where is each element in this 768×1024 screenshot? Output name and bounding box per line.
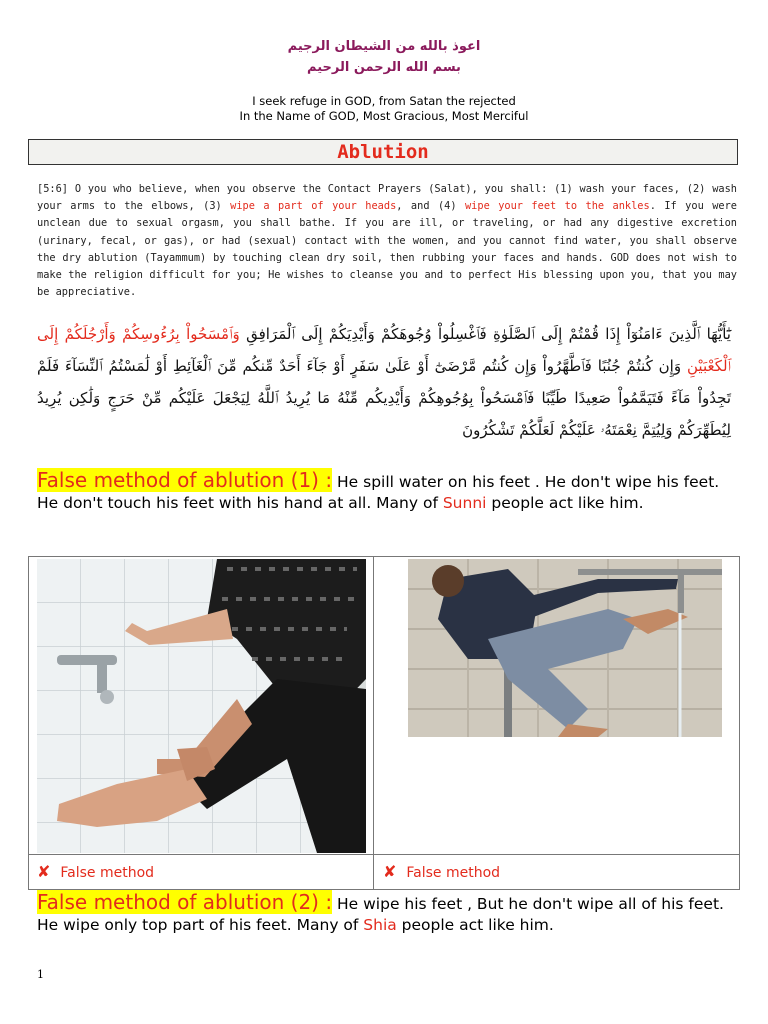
caption-right: [383, 862, 500, 881]
section-1-text-1: He spill water on his feet . He don't wipe his feet. He don't touch his feet with his hand at all. Many of: [37, 473, 720, 512]
arabic-header-line-1: اعوذ بالله من الشيطان الرجيم: [287, 39, 481, 54]
arabic-verse: [37, 318, 731, 446]
cross-mark-icon: ✘: [37, 862, 51, 881]
english-header: [0, 94, 768, 124]
photo-man-washing-feet-at-tap: [408, 559, 722, 737]
page-title: Ablution: [337, 141, 429, 163]
verse-text-2: , and (4): [396, 200, 465, 213]
section-1-text-2: people act like him.: [486, 494, 644, 512]
table-divider-horizontal: [29, 854, 739, 855]
caption-left: [37, 862, 154, 881]
title-box: [28, 139, 738, 165]
arabic-verse-text-2: وَإِن كُنتُمْ جُنُبًا فَٱطَّهَّرُواْ وَإِن كُنتُم مَّرْضَىٰٓ أَوْ عَلَىٰ سَفَرٍ أَوْ جَآءَ أَحَدٌ مِّنكُم مِّنَ ٱلْغَآئِطِ أَوْ لَٰمَسْتُمُ ٱلنِّسَآءَ فَلَمْ تَجِدُواْ مَآءً فَتَيَمَّمُواْ صَعِيدًا طَيِّبًا فَٱمْسَحُواْ بِوُجُوهِكُمْ وَأَيْدِيكُم مِّنْهُ مَا يُرِيدُ ٱللَّهُ لِيَجْعَلَ عَلَيْكُم مِّنْ حَرَجٍ وَلَٰكِن يُرِيدُ لِيُطَهِّرَكُمْ وَلِيُتِمَّ نِعْمَتَهُۥ عَلَيْكُمْ لَعَلَّكُمْ تَشْكُرُونَ: [37, 357, 731, 439]
section-2-text-2: people act like him.: [396, 916, 554, 934]
section-1-highlight: Sunni: [442, 494, 487, 512]
photo-table: [28, 556, 740, 890]
section-2-highlight: Shia: [363, 916, 397, 934]
caption-left-text: False method: [60, 865, 155, 881]
verse-translation: [37, 181, 737, 301]
verse-text-3: . If you were unclean due to sexual orgasm, you shall bathe. If you are ill, or traveling, or had any digestive excretion (urinary, fecal, or gas), or had (sexual) contact with the women, and you cannot find water, you shall observe the dry ablution (Tayammum) by touching clean dry soil, then rubbing your faces and hands. GOD does not wish to make the religion difficult for you; He wishes to cleanse you and to perfect His blessing upon you, that you may be appreciative.: [37, 200, 737, 299]
english-header-line-2: In the Name of GOD, Most Gracious, Most Merciful: [239, 109, 529, 123]
section-1-heading: False method of ablution (1) :: [37, 468, 333, 492]
photo-1-illustration: [37, 559, 366, 853]
section-false-method-1: [37, 470, 737, 514]
arabic-verse-text-1: يَٰٓأَيُّهَا ٱلَّذِينَ ءَامَنُوٓاْ إِذَا قُمْتُمْ إِلَى ٱلصَّلَوٰةِ فَٱغْسِلُواْ وُجُوهَكُمْ وَأَيْدِيَكُمْ إِلَى ٱلْمَرَافِقِ: [239, 325, 731, 343]
page-number: 1: [37, 968, 44, 981]
caption-right-text: False method: [406, 865, 501, 881]
verse-highlight-feet: wipe your feet to the ankles: [464, 200, 650, 213]
verse-text-1: [5:6] O you who believe, when you observe the Contact Prayers (Salat), you shall: (1) wash your faces, (2) wash your arms to the elbows, (3): [37, 183, 737, 213]
section-2-heading: False method of ablution (2) :: [37, 890, 333, 914]
photo-2-illustration: [408, 559, 722, 737]
verse-highlight-heads: wipe a part of your heads: [230, 200, 397, 213]
photo-man-pouring-water-on-feet: [37, 559, 366, 853]
arabic-header-line-2: بسم الله الرحمن الرحيم: [307, 60, 461, 75]
table-divider-vertical: [373, 557, 374, 889]
section-false-method-2: [37, 892, 737, 936]
english-header-line-1: I seek refuge in GOD, from Satan the rejected: [252, 94, 516, 108]
arabic-verse-highlight: وَٱمْسَحُواْ بِرُءُوسِكُمْ وَأَرْجُلَكُمْ إِلَى ٱلْكَعْبَيْنِ: [37, 325, 731, 375]
cross-mark-icon: ✘: [383, 862, 397, 881]
arabic-header: [0, 36, 768, 78]
section-2-text-1: He wipe his feet , But he don't wipe all of his feet. He wipe only top part of his feet. Many of: [37, 895, 724, 934]
